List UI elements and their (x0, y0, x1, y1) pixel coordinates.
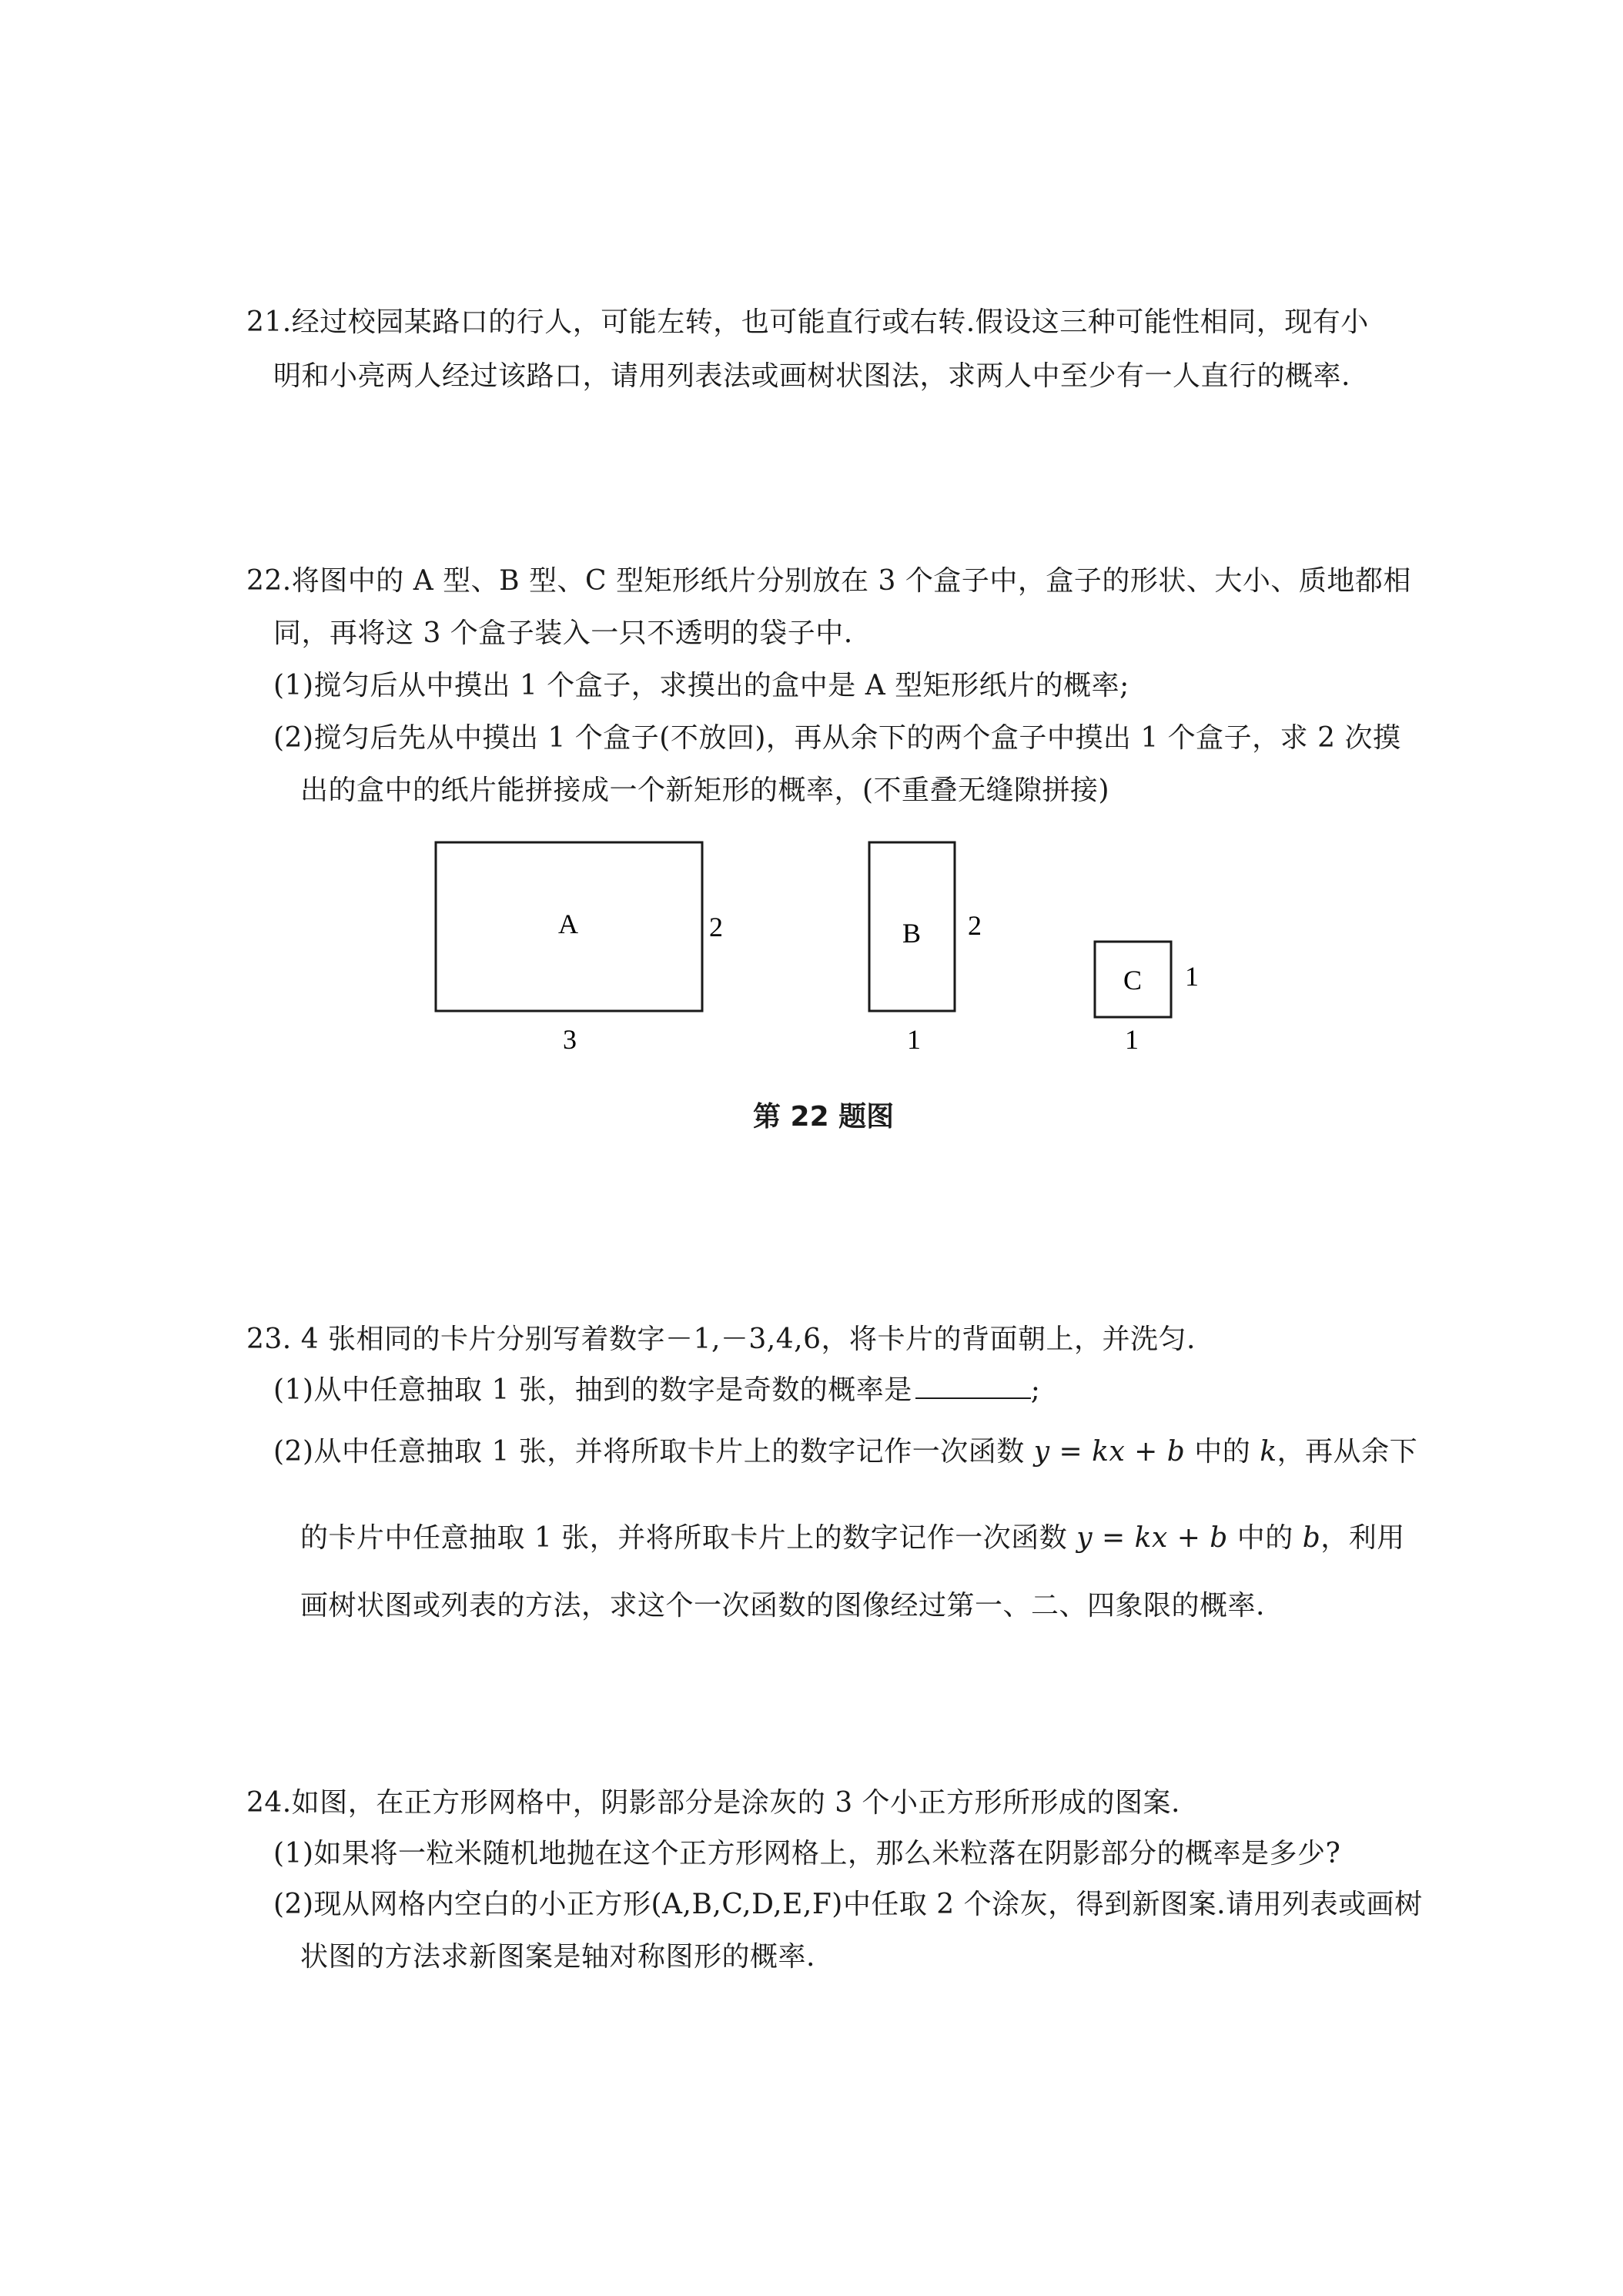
q23-part1-text: (1)从中任意抽取 1 张，抽到的数字是奇数的概率是 (273, 1374, 912, 1406)
q21-line2: 明和小亮两人经过该路口，请用列表法或画树状图法，求两人中至少有一人直行的概率. (273, 360, 1350, 392)
rect-b-width-label: 1 (907, 1024, 921, 1055)
q24-part2-line1: (2)现从网格内空白的小正方形(A,B,C,D,E,F)中任取 2 个涂灰，得到新图案.请用列表或画树 (273, 1889, 1423, 1920)
answer-blank[interactable] (915, 1374, 1031, 1399)
q22-part2-line1: (2)搅匀后先从中摸出 1 个盒子(不放回)，再从余下的两个盒子中摸出 1 个盒子，求 2 次摸 (273, 722, 1401, 754)
q23-part2-l1-mid: 中的 (1185, 1436, 1260, 1468)
q23-part2-l2-mid: 中的 (1227, 1522, 1303, 1554)
rect-a-label: A (558, 909, 578, 939)
rect-a-height-label: 2 (709, 912, 723, 942)
q24-part2-line2: 状图的方法求新图案是轴对称图形的概率. (300, 1941, 815, 1973)
q23-part2-line1 (273, 1435, 1417, 1469)
rect-c-height-label: 1 (1185, 961, 1199, 992)
q22-part2-line2: 出的盒中的纸片能拼接成一个新矩形的概率，(不重叠无缝隙拼接) (300, 775, 1110, 806)
q23-part1-suffix: ; (1030, 1374, 1041, 1406)
q23-part2-line2 (300, 1521, 1405, 1555)
q23-part2-l2-end: ，利用 (1320, 1522, 1405, 1554)
rect-c-label: C (1123, 965, 1143, 996)
q21-line1: 21.经过校园某路口的行人，可能左转，也可能直行或右转.假设这三种可能性相同，现有小 (246, 306, 1369, 338)
q22-part1: (1)搅匀后从中摸出 1 个盒子，求摸出的盒中是 A 型矩形纸片的概率; (273, 670, 1129, 701)
rect-b-label: B (902, 918, 922, 949)
linear-function-formula: y = kx + b (1033, 1436, 1186, 1468)
q22-line2: 同，再将这 3 个盒子装入一只不透明的袋子中. (273, 618, 853, 649)
q23-part2-l2-text: 的卡片中任意抽取 1 张，并将所取卡片上的数字记作一次函数 (300, 1522, 1077, 1554)
variable-k: k (1260, 1436, 1277, 1468)
q22-figure (0, 824, 1623, 1070)
rect-c-width-label: 1 (1125, 1024, 1139, 1055)
rect-a-width-label: 3 (563, 1024, 577, 1055)
q22-line1: 22.将图中的 A 型、B 型、C 型矩形纸片分别放在 3 个盒子中，盒子的形状、大小、质地都相 (246, 565, 1411, 597)
q23-line1: 23. 4 张相同的卡片分别写着数字－1,－3,4,6，将卡片的背面朝上，并洗匀. (246, 1324, 1196, 1355)
q22-figure-caption: 第 22 题图 (753, 1101, 895, 1133)
q23-part2-line3: 画树状图或列表的方法，求这个一次函数的图像经过第一、二、四象限的概率. (300, 1590, 1265, 1622)
q23-part2-l1-text: (2)从中任意抽取 1 张，并将所取卡片上的数字记作一次函数 (273, 1436, 1034, 1468)
linear-function-formula-2: y = kx + b (1076, 1522, 1228, 1554)
q24-line1: 24.如图，在正方形网格中，阴影部分是涂灰的 3 个小正方形所形成的图案. (246, 1787, 1180, 1819)
q23-part2-l1-end: ，再从余下 (1277, 1436, 1418, 1468)
q23-part1 (273, 1374, 1040, 1407)
rect-b-height-label: 2 (968, 910, 982, 941)
variable-b: b (1302, 1522, 1321, 1554)
q24-part1: (1)如果将一粒米随机地抛在这个正方形网格上，那么米粒落在阴影部分的概率是多少? (273, 1838, 1341, 1869)
